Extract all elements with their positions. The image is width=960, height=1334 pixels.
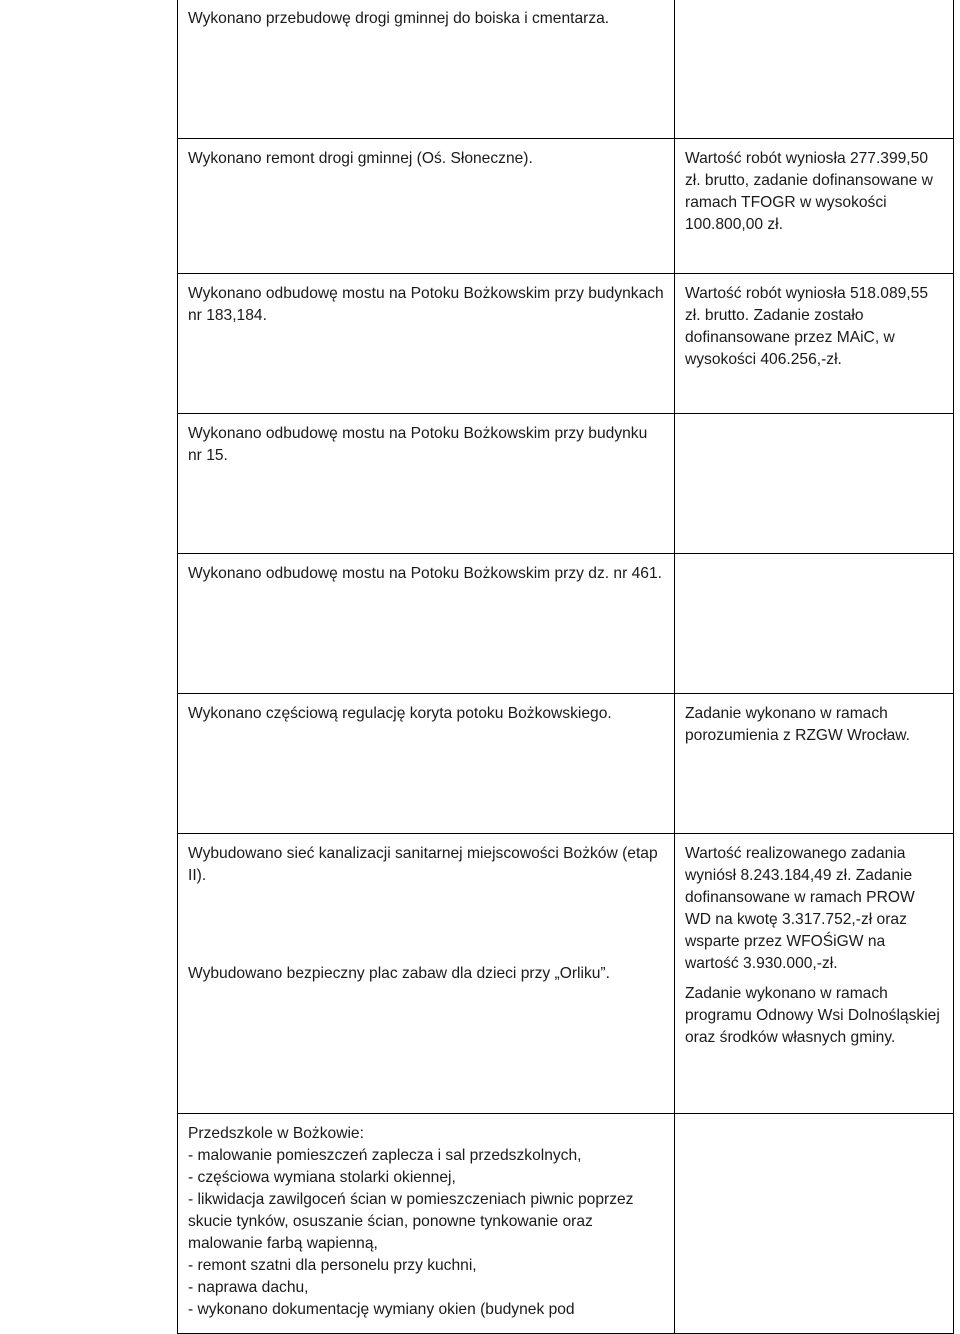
- list-item: - malowanie pomieszczeń zaplecza i sal przedszkolnych,: [188, 1147, 582, 1164]
- funding-note: Wartość robót wyniosła 518.089,55 zł. brutto. Zadanie zostało dofinansowane przez MAiC, w wysokości 406.256,-zł.: [685, 285, 928, 368]
- table-row: [178, 414, 954, 554]
- list-item: - częściowa wymiana stolarki okiennej,: [188, 1169, 456, 1186]
- table-row: [178, 554, 954, 694]
- work-description: Wykonano częściową regulację koryta potoku Bożkowskiego.: [188, 705, 612, 722]
- work-description-cell: [178, 834, 675, 1114]
- funding-cell: [675, 414, 954, 554]
- list-item: - likwidacja zawilgoceń ścian w pomieszczeniach piwnic poprzez skucie tynków, osuszanie ścian, ponowne tynkowanie oraz malowanie farbą wapienną,: [188, 1191, 634, 1252]
- work-description-cell: [178, 0, 675, 139]
- work-description: Wykonano odbudowę mostu na Potoku Bożkowskim przy dz. nr 461.: [188, 565, 662, 582]
- list-item: - remont szatni dla personelu przy kuchni,: [188, 1257, 477, 1274]
- table-row: [178, 274, 954, 414]
- work-description: Wybudowano bezpieczny plac zabaw dla dzieci przy „Orliku”.: [188, 965, 610, 982]
- work-description-cell: [178, 414, 675, 554]
- funding-cell: [675, 1114, 954, 1334]
- table-row: [178, 139, 954, 274]
- list-item: - naprawa dachu,: [188, 1279, 309, 1296]
- funding-note: Zadanie wykonano w ramach programu Odnowy Wsi Dolnośląskiej oraz środków własnych gminy.: [685, 985, 940, 1046]
- works-table: [177, 0, 954, 1334]
- work-description: Wybudowano sieć kanalizacji sanitarnej miejscowości Bożków (etap II).: [188, 845, 658, 884]
- funding-cell: [675, 694, 954, 834]
- work-description-cell: [178, 694, 675, 834]
- list-item: - wykonano dokumentację wymiany okien (budynek pod: [188, 1301, 575, 1318]
- funding-cell: [675, 834, 954, 1114]
- table-row: [178, 1114, 954, 1334]
- funding-note: Wartość realizowanego zadania wyniósł 8.243.184,49 zł. Zadanie dofinansowane w ramach PROW WD na kwotę 3.317.752,-zł oraz wsparte przez WFOŚiGW na wartość 3.930.000,-zł.: [685, 845, 915, 972]
- work-description-cell: [178, 554, 675, 694]
- work-description: Wykonano remont drogi gminnej (Oś. Słoneczne).: [188, 150, 533, 167]
- funding-note: Wartość robót wyniosła 277.399,50 zł. brutto, zadanie dofinansowane w ramach TFOGR w wysokości 100.800,00 zł.: [685, 150, 933, 233]
- table-row: [178, 0, 954, 139]
- section-heading: Przedszkole w Bożkowie:: [188, 1125, 364, 1142]
- work-description: Wykonano przebudowę drogi gminnej do boiska i cmentarza.: [188, 10, 610, 27]
- table-row: [178, 694, 954, 834]
- work-description: Wykonano odbudowę mostu na Potoku Bożkowskim przy budynkach nr 183,184.: [188, 285, 664, 324]
- funding-cell: [675, 139, 954, 274]
- work-description: Wykonano odbudowę mostu na Potoku Bożkowskim przy budynku nr 15.: [188, 425, 648, 464]
- funding-cell: [675, 0, 954, 139]
- funding-cell: [675, 274, 954, 414]
- table-row: [178, 834, 954, 1114]
- funding-note: Zadanie wykonano w ramach porozumienia z RZGW Wrocław.: [685, 705, 911, 744]
- funding-cell: [675, 554, 954, 694]
- work-description-cell: [178, 274, 675, 414]
- work-description-cell: [178, 1114, 675, 1334]
- work-description-cell: [178, 139, 675, 274]
